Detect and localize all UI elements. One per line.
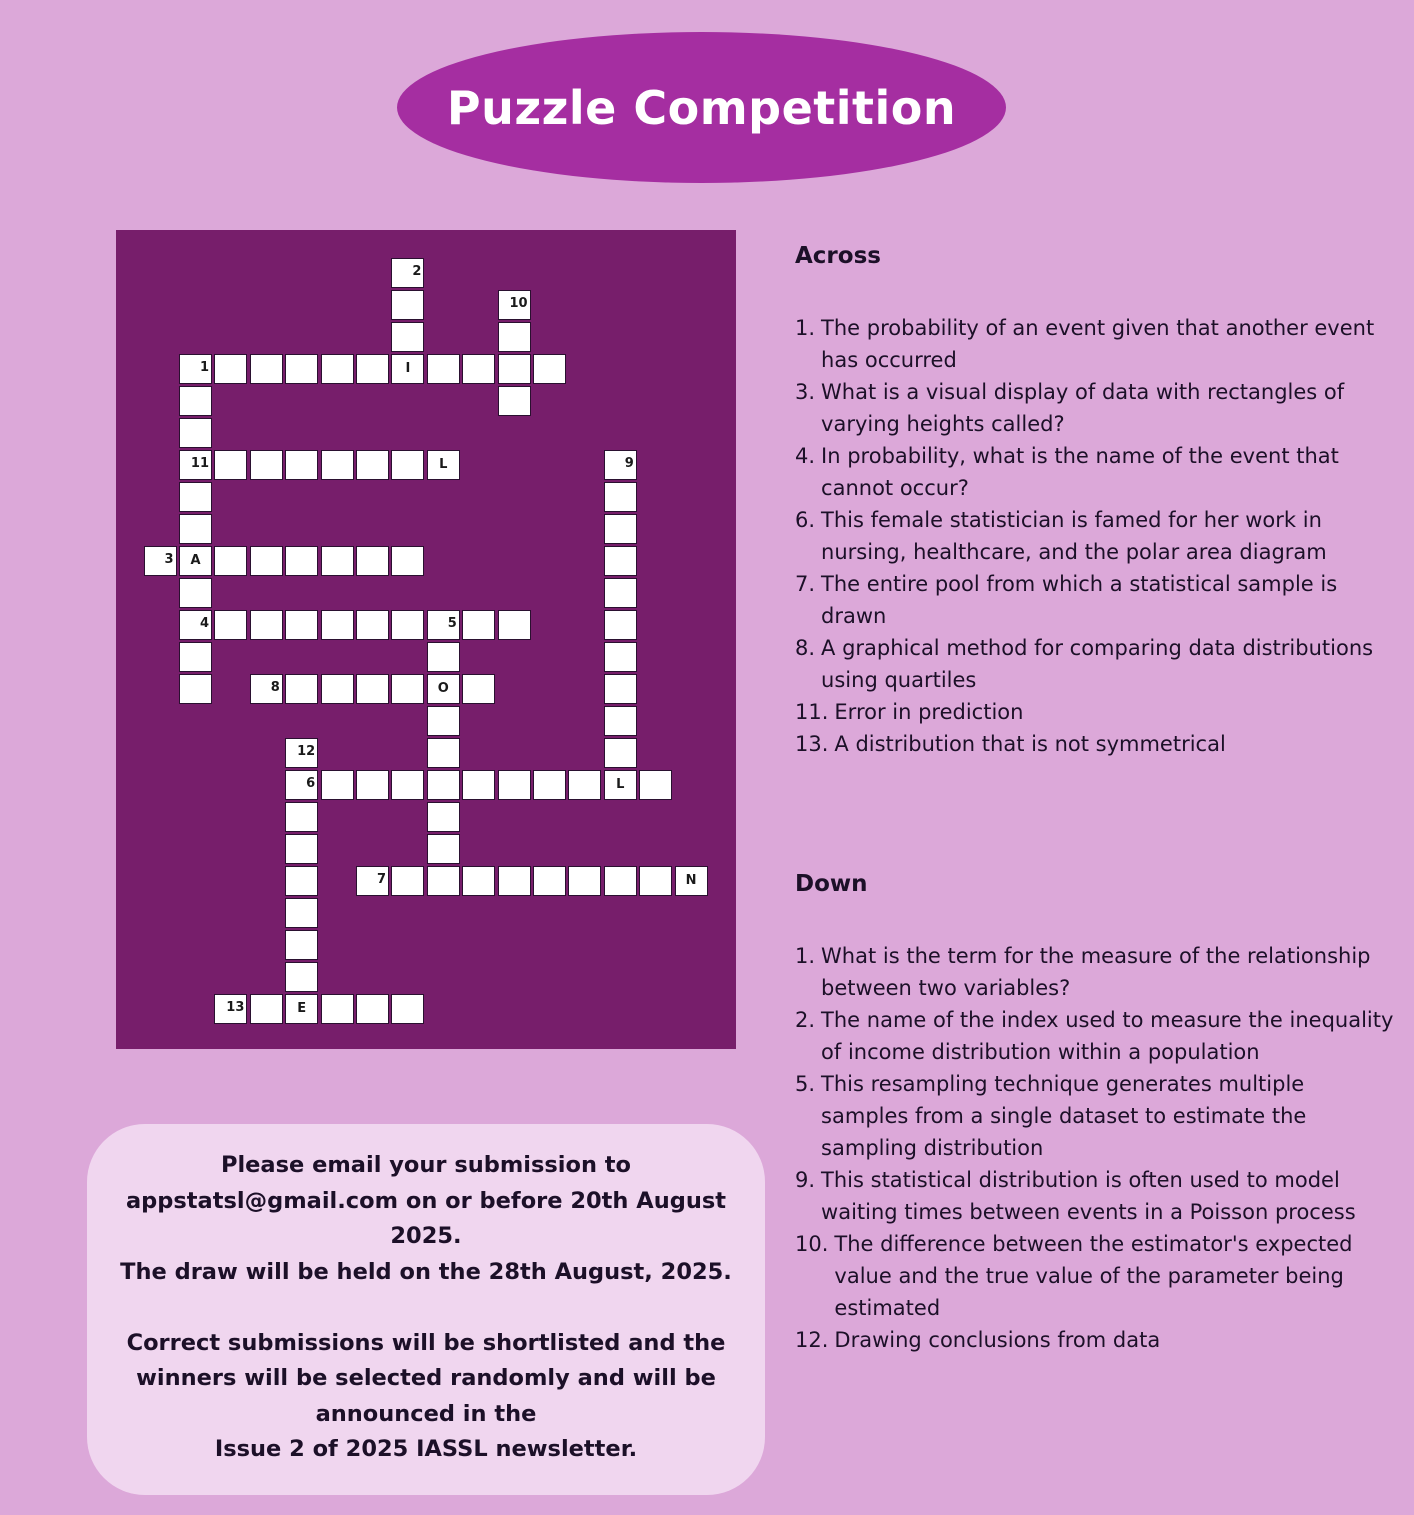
- crossword-cell[interactable]: [285, 834, 318, 864]
- crossword-cell[interactable]: [498, 866, 531, 896]
- crossword-cell[interactable]: [250, 546, 283, 576]
- crossword-cell[interactable]: [285, 546, 318, 576]
- crossword-cell[interactable]: [179, 610, 212, 640]
- crossword-cell[interactable]: [533, 354, 566, 384]
- info-line: Please email your submission to: [220, 1152, 632, 1178]
- down-clue: 1. What is the term for the measure of the relationship between two variables?: [795, 944, 1371, 1000]
- crossword-cell[interactable]: [427, 450, 460, 480]
- crossword-cell[interactable]: [462, 674, 495, 704]
- clue-number: 1: [199, 360, 209, 375]
- crossword-cell[interactable]: [285, 674, 318, 704]
- info-line: appstatsl@gmail.com on or before 20th August 2025.: [126, 1187, 726, 1249]
- crossword-cell[interactable]: [214, 354, 247, 384]
- crossword-cell[interactable]: [462, 770, 495, 800]
- given-letter: I: [405, 361, 411, 376]
- crossword-cell[interactable]: [179, 674, 212, 704]
- crossword-cell[interactable]: [391, 674, 424, 704]
- crossword-cell[interactable]: [179, 546, 212, 576]
- crossword-cell[interactable]: [250, 354, 283, 384]
- crossword-cell[interactable]: [604, 738, 637, 768]
- crossword-cell[interactable]: [356, 770, 389, 800]
- clue-number: 13: [226, 1000, 245, 1015]
- crossword-cell[interactable]: [604, 482, 637, 512]
- across-clue: 13. A distribution that is not symmetrical: [795, 732, 1226, 756]
- crossword-cell[interactable]: [498, 386, 531, 416]
- crossword-cell[interactable]: [604, 546, 637, 576]
- clue-number: 11: [190, 456, 209, 471]
- clue-number: 8: [270, 680, 280, 695]
- crossword-cell[interactable]: [391, 994, 424, 1024]
- crossword-cell[interactable]: [321, 610, 354, 640]
- crossword-cell[interactable]: [391, 258, 424, 288]
- down-clue: 12. Drawing conclusions from data: [795, 1328, 1161, 1352]
- info-line: Correct submissions will be shortlisted and the winners will be selected randomly and will be announced in the: [126, 1329, 726, 1427]
- crossword-cell[interactable]: [356, 866, 389, 896]
- across-clue: 3. What is a visual display of data with rectangles of varying heights called?: [795, 380, 1345, 436]
- given-letter: L: [439, 457, 448, 472]
- crossword-cell[interactable]: [462, 866, 495, 896]
- crossword-cell[interactable]: [568, 770, 601, 800]
- down-clue: 2. The name of the index used to measure the inequality of income distribution within a population: [795, 1008, 1394, 1064]
- crossword-cell[interactable]: [356, 450, 389, 480]
- crossword-cell[interactable]: [639, 866, 672, 896]
- given-letter: N: [685, 873, 697, 888]
- crossword-cell[interactable]: [427, 770, 460, 800]
- crossword-cell[interactable]: [427, 642, 460, 672]
- crossword-cell[interactable]: [285, 738, 318, 768]
- crossword-cell[interactable]: [356, 994, 389, 1024]
- crossword-cell[interactable]: [214, 450, 247, 480]
- crossword-cell[interactable]: [639, 770, 672, 800]
- crossword-cell[interactable]: [427, 674, 460, 704]
- crossword-cell[interactable]: [391, 610, 424, 640]
- page-title: Puzzle Competition: [446, 80, 957, 135]
- crossword-cell[interactable]: [604, 450, 637, 480]
- crossword-cell[interactable]: [427, 834, 460, 864]
- across-clue: 7. The entire pool from which a statistical sample is drawn: [795, 572, 1338, 628]
- crossword-cell[interactable]: [498, 610, 531, 640]
- crossword-cell[interactable]: [285, 354, 318, 384]
- crossword-cell[interactable]: [391, 546, 424, 576]
- clue-number: 12: [297, 744, 316, 759]
- crossword-cell[interactable]: [285, 610, 318, 640]
- crossword-cell[interactable]: [144, 546, 177, 576]
- crossword-cell[interactable]: [604, 642, 637, 672]
- crossword-cell[interactable]: [250, 674, 283, 704]
- crossword-cell[interactable]: [498, 290, 531, 320]
- crossword-cell[interactable]: [427, 610, 460, 640]
- crossword-cell[interactable]: [356, 354, 389, 384]
- down-clue: 10. The difference between the estimator's expected value and the true value of the parameter being estimated: [795, 1232, 1353, 1320]
- crossword-cell[interactable]: [356, 610, 389, 640]
- clue-number: 3: [164, 552, 174, 567]
- across-clue-list: [795, 312, 1395, 760]
- crossword-cell[interactable]: [427, 802, 460, 832]
- clue-number: 2: [412, 264, 422, 279]
- across-clue: 8. A graphical method for comparing data distributions using quartiles: [795, 636, 1374, 692]
- crossword-cell[interactable]: [179, 386, 212, 416]
- crossword-cell[interactable]: [321, 770, 354, 800]
- crossword-cell[interactable]: [604, 706, 637, 736]
- crossword-cell[interactable]: [179, 450, 212, 480]
- across-clue: 11. Error in prediction: [795, 700, 1024, 724]
- crossword-cell[interactable]: [356, 674, 389, 704]
- crossword-cell[interactable]: [179, 514, 212, 544]
- clue-number: 10: [509, 296, 528, 311]
- crossword-cell[interactable]: [250, 610, 283, 640]
- crossword-cell[interactable]: [533, 866, 566, 896]
- crossword-cell[interactable]: [214, 546, 247, 576]
- clue-number: 9: [624, 456, 634, 471]
- crossword-cell[interactable]: [250, 994, 283, 1024]
- crossword-cell[interactable]: [214, 610, 247, 640]
- crossword-cell[interactable]: [498, 354, 531, 384]
- crossword-cell[interactable]: [604, 610, 637, 640]
- crossword-cell[interactable]: [462, 610, 495, 640]
- given-letter: A: [190, 553, 201, 568]
- crossword-cell[interactable]: [179, 482, 212, 512]
- crossword-cell[interactable]: [250, 450, 283, 480]
- crossword-cell[interactable]: [604, 770, 637, 800]
- crossword-cell[interactable]: [498, 322, 531, 352]
- clue-number: 5: [447, 616, 457, 631]
- crossword-cell[interactable]: [285, 962, 318, 992]
- crossword-cell[interactable]: [285, 770, 318, 800]
- crossword-cell[interactable]: [356, 546, 389, 576]
- across-clue: 1. The probability of an event given that another event has occurred: [795, 316, 1375, 372]
- down-clue-list: [795, 940, 1395, 1356]
- crossword-cell[interactable]: [391, 770, 424, 800]
- down-heading: Down: [795, 871, 868, 897]
- across-clue: 6. This female statistician is famed for her work in nursing, healthcare, and the polar area diagram: [795, 508, 1327, 564]
- crossword-grid: [116, 230, 736, 1049]
- crossword-cell[interactable]: [391, 290, 424, 320]
- crossword-cell[interactable]: [285, 802, 318, 832]
- crossword-cell[interactable]: [321, 354, 354, 384]
- given-letter: O: [437, 681, 449, 696]
- crossword-cell[interactable]: [179, 642, 212, 672]
- clue-number: 6: [306, 776, 316, 791]
- crossword-cell[interactable]: [321, 450, 354, 480]
- crossword-cell[interactable]: [285, 866, 318, 896]
- crossword-cell[interactable]: [285, 898, 318, 928]
- crossword-cell[interactable]: [533, 770, 566, 800]
- across-heading: Across: [795, 243, 881, 269]
- crossword-cell[interactable]: [604, 674, 637, 704]
- down-clue: 9. This statistical distribution is often used to model waiting times between events in a Poisson process: [795, 1168, 1356, 1224]
- info-line: Issue 2 of 2025 IASSL newsletter.: [214, 1436, 638, 1462]
- down-clue: 5. This resampling technique generates multiple samples from a single dataset to estimate the sampling distribution: [795, 1072, 1307, 1160]
- title-banner: [397, 32, 1006, 183]
- crossword-cell[interactable]: [427, 706, 460, 736]
- clue-number: 7: [376, 872, 386, 887]
- crossword-cell[interactable]: [604, 578, 637, 608]
- info-line: The draw will be held on the 28th August, 2025.: [120, 1258, 732, 1285]
- clue-number: 4: [199, 616, 209, 631]
- submission-info-box: [87, 1124, 765, 1495]
- crossword-cell[interactable]: [498, 770, 531, 800]
- crossword-cell[interactable]: [391, 866, 424, 896]
- crossword-cell[interactable]: [675, 866, 708, 896]
- crossword-cell[interactable]: [321, 994, 354, 1024]
- crossword-cell[interactable]: [604, 514, 637, 544]
- crossword-cell[interactable]: [391, 450, 424, 480]
- crossword-cell[interactable]: [285, 450, 318, 480]
- crossword-cell[interactable]: [285, 994, 318, 1024]
- given-letter: E: [297, 1001, 307, 1016]
- crossword-cell[interactable]: [427, 738, 460, 768]
- crossword-cell[interactable]: [214, 994, 247, 1024]
- crossword-cell[interactable]: [179, 578, 212, 608]
- crossword-cell[interactable]: [391, 322, 424, 352]
- crossword-cell[interactable]: [427, 354, 460, 384]
- across-clue: 4. In probability, what is the name of the event that cannot occur?: [795, 444, 1339, 500]
- crossword-cell[interactable]: [462, 354, 495, 384]
- crossword-cell[interactable]: [285, 930, 318, 960]
- crossword-cell[interactable]: [321, 674, 354, 704]
- crossword-cell[interactable]: [179, 418, 212, 448]
- crossword-cell[interactable]: [604, 866, 637, 896]
- crossword-cell[interactable]: [321, 546, 354, 576]
- crossword-cell[interactable]: [179, 354, 212, 384]
- crossword-cell[interactable]: [568, 866, 601, 896]
- given-letter: L: [616, 777, 625, 792]
- crossword-cell[interactable]: [427, 866, 460, 896]
- crossword-cell[interactable]: [391, 354, 424, 384]
